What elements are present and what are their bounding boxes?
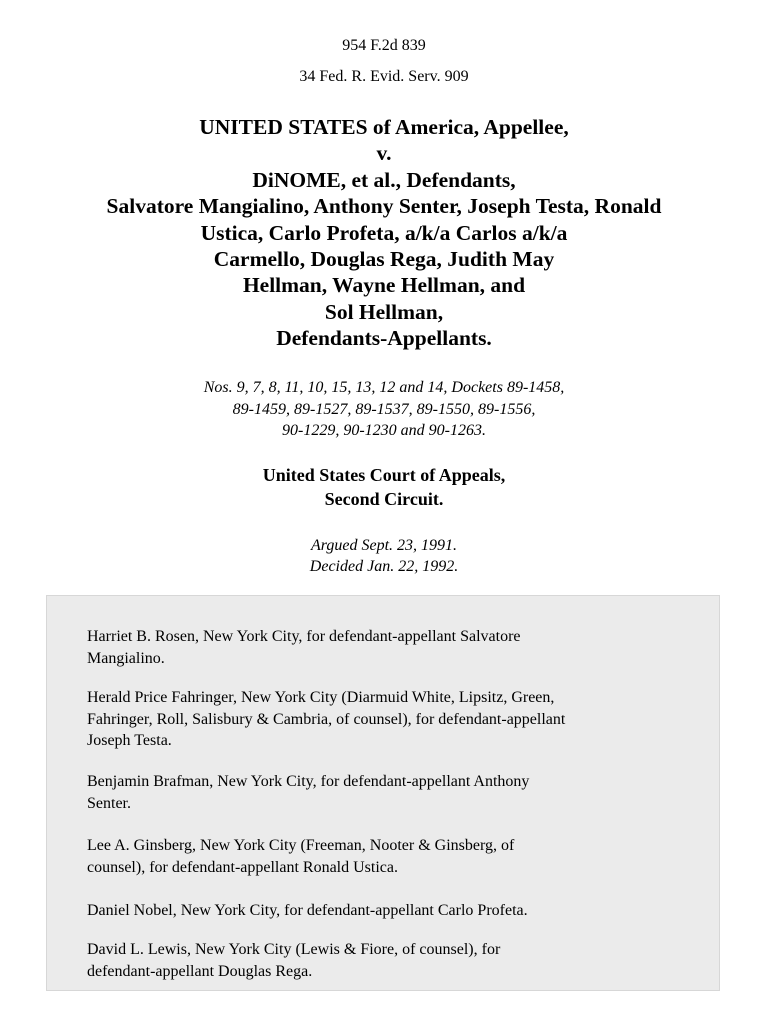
court-line: United States Court of Appeals, [262,465,506,485]
counsel-line: counsel), for defendant-appellant Ronald Ustica. [87,858,398,876]
docket-numbers [60,377,708,442]
counsel-line: Benjamin Brafman, New York City, for defendant-appellant Anthony [87,773,530,790]
evidence-service-citation: 34 Fed. R. Evid. Serv. 909 [299,68,469,85]
case-caption [30,114,738,352]
counsel-line: Lee A. Ginsberg, New York City (Freeman, Nooter & Ginsberg, of [87,837,515,854]
docket-line: Nos. 9, 7, 8, 11, 10, 15, 13, 12 and 14, Dockets 89-1458, [203,379,565,396]
counsel-line: defendant-appellant Douglas Rega. [87,962,313,980]
counsel-section [46,595,720,991]
counsel-line: Senter. [87,794,131,812]
counsel-line: Joseph Testa. [87,732,172,749]
counsel-line: Fahringer, Roll, Salisbury & Cambria, of counsel), for defendant-appellant [87,710,566,728]
case-dates [60,535,708,577]
counsel-line: David L. Lewis, New York City (Lewis & Fiore, of counsel), for [87,941,501,958]
caption-line: Defendants-Appellants. [276,326,492,351]
counsel-entry [87,835,687,878]
counsel-line: Harriet B. Rosen, New York City, for defendant-appellant Salvatore [87,628,521,645]
court-name [60,463,708,511]
caption-line: v. [376,141,392,166]
caption-line: DiNOME, et al., Defendants, [252,167,516,192]
argued-date: Argued Sept. 23, 1991. [310,537,458,554]
caption-line: Sol Hellman, [324,299,444,324]
docket-line: 89-1459, 89-1527, 89-1537, 89-1550, 89-1556, [232,400,536,418]
caption-line: UNITED STATES of America, Appellee, [199,115,569,139]
counsel-line: Mangialino. [87,649,165,667]
counsel-entry [87,939,687,982]
counsel-line: Daniel Nobel, New York City, for defendant-appellant Carlo Profeta. [87,902,528,919]
counsel-entry [87,687,687,752]
reporter-citation: 954 F.2d 839 [342,37,426,54]
caption-line: Carmello, Douglas Rega, Judith May [213,247,555,272]
court-line: Second Circuit. [324,489,444,509]
counsel-entry [87,771,687,814]
counsel-line: Herald Price Fahringer, New York City (Diarmuid White, Lipsitz, Green, [87,689,555,706]
decided-date: Decided Jan. 22, 1992. [309,558,459,575]
docket-line: 90-1229, 90-1230 and 90-1263. [282,422,486,439]
counsel-entry [87,626,687,669]
caption-line: Hellman, Wayne Hellman, and [242,273,526,298]
caption-line: Ustica, Carlo Profeta, a/k/a Carlos a/k/a [200,220,568,245]
counsel-entry [87,900,687,922]
caption-line: Salvatore Mangialino, Anthony Senter, Joseph Testa, Ronald [106,194,662,219]
